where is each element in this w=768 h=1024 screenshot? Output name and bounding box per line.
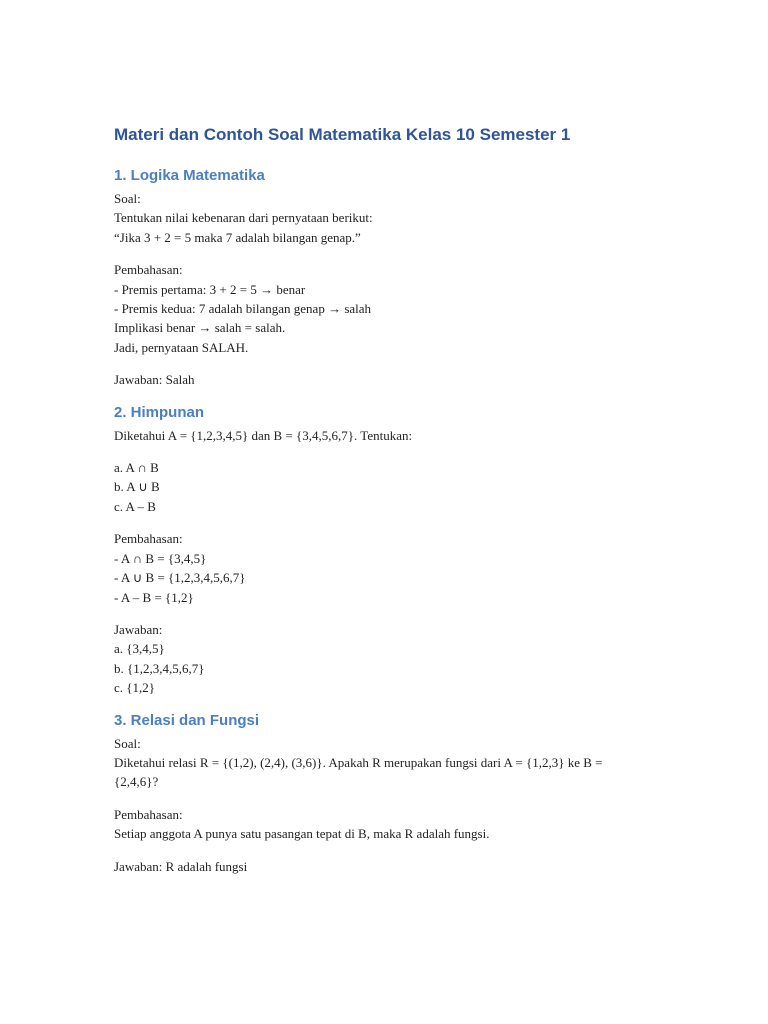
text-line: c. A – B: [114, 498, 156, 514]
text-line: b. A ∪ B: [114, 479, 160, 495]
question-list: [114, 458, 668, 516]
jawaban-paragraph: [114, 857, 668, 876]
text-line: Soal:: [114, 191, 141, 206]
text-line: a. {3,4,5}: [114, 641, 165, 657]
text-line: Tentukan nilai kebenaran dari pernyataan berikut:: [114, 210, 373, 226]
text-line: Pembahasan:: [114, 262, 183, 278]
section-relasi-dan-fungsi: [114, 711, 668, 876]
text-line: Diketahui relasi R = {(1,2), (2,4), (3,6)}. Apakah R merupakan fungsi dari A = {1,2,3} ke B =: [114, 754, 603, 770]
text-line: Pembahasan:: [114, 806, 183, 822]
section-heading: 3. Relasi dan Fungsi: [114, 711, 260, 729]
soal-paragraph: [114, 426, 668, 445]
text-line: - A ∩ B = {3,4,5}: [114, 550, 207, 566]
pembahasan-paragraph: [114, 529, 668, 607]
text-line: - A ∪ B = {1,2,3,4,5,6,7}: [114, 570, 246, 586]
text-line: Implikasi benar → salah = salah.: [114, 320, 286, 336]
text-line: a. A ∩ B: [114, 460, 159, 476]
text-line: “Jika 3 + 2 = 5 maka 7 adalah bilangan genap.”: [114, 229, 361, 245]
text-line: b. {1,2,3,4,5,6,7}: [114, 660, 205, 676]
text-line: {2,4,6}?: [114, 774, 159, 790]
soal-paragraph: [114, 734, 668, 792]
pembahasan-paragraph: [114, 805, 668, 844]
text-line: - Premis pertama: 3 + 2 = 5 → benar: [114, 281, 306, 297]
text-line: - Premis kedua: 7 adalah bilangan genap → salah: [114, 301, 372, 317]
text-line: Jawaban: R adalah fungsi: [114, 858, 248, 874]
text-line: Diketahui A = {1,2,3,4,5} dan B = {3,4,5,6,7}. Tentukan:: [114, 427, 413, 443]
jawaban-paragraph: [114, 370, 668, 389]
section-heading: 1. Logika Matematika: [114, 167, 265, 184]
text-line: - A – B = {1,2}: [114, 589, 194, 605]
section-logika-matematika: [114, 166, 668, 390]
pembahasan-paragraph: [114, 260, 668, 357]
document-title: Materi dan Contoh Soal Matematika Kelas 10 Semester 1: [114, 125, 571, 144]
text-line: c. {1,2}: [114, 680, 155, 696]
section-heading: 2. Himpunan: [114, 403, 205, 421]
section-himpunan: [114, 403, 668, 698]
text-line: Jawaban:: [114, 621, 163, 637]
text-line: Jadi, pernyataan SALAH.: [114, 339, 249, 355]
jawaban-paragraph: [114, 620, 668, 698]
text-line: Soal:: [114, 735, 141, 751]
soal-paragraph: [114, 189, 668, 247]
text-line: Setiap anggota A punya satu pasangan tepat di B, maka R adalah fungsi.: [114, 826, 490, 842]
text-line: Pembahasan:: [114, 531, 183, 547]
text-line: Jawaban: Salah: [114, 372, 195, 388]
